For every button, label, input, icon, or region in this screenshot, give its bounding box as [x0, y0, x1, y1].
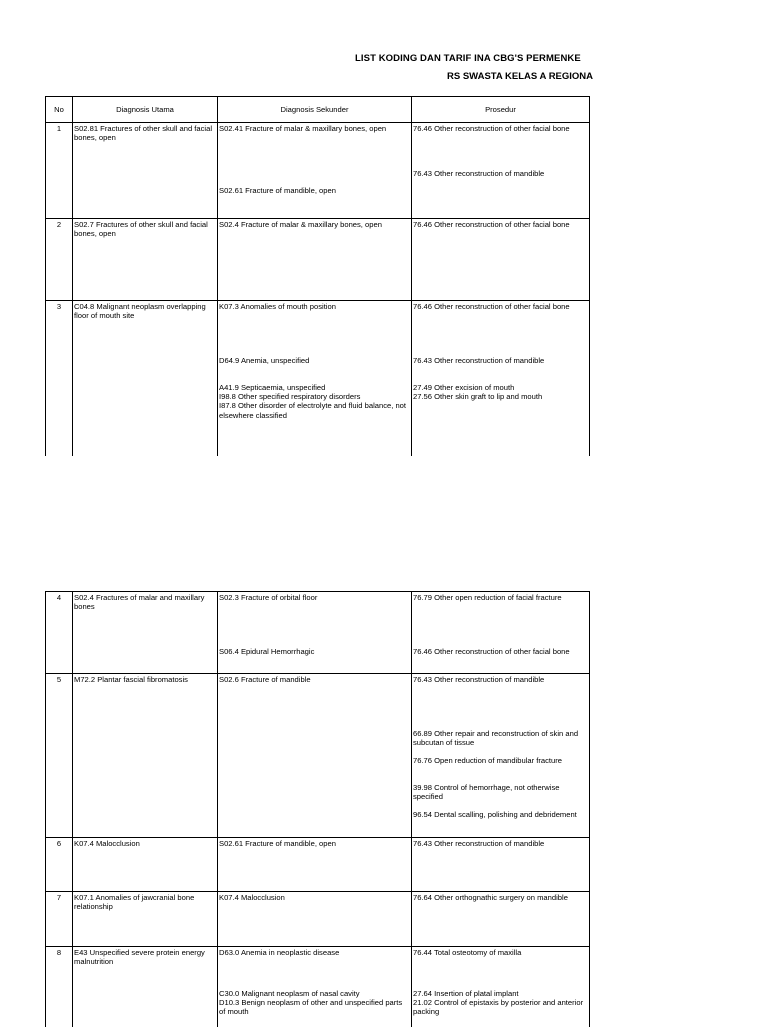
primary-diagnosis-cell: K07.1 Anomalies of jawcranial bone relationship — [73, 892, 218, 947]
procedure-item: 76.44 Total osteotomy of maxilla — [413, 948, 522, 957]
secondary-diagnosis-item: A41.9 Septicaemia, unspecified — [219, 383, 326, 392]
table-row — [46, 123, 590, 219]
secondary-diagnosis-item: S02.61 Fracture of mandible, open — [219, 186, 336, 195]
procedure-item: 76.43 Other reconstruction of mandible — [413, 839, 545, 848]
primary-diagnosis-cell: E43 Unspecified severe protein energy malnutrition — [73, 947, 218, 1027]
row-number: 1 — [46, 123, 73, 219]
coding-table-part-1 — [45, 96, 590, 456]
secondary-diagnosis-cell — [218, 674, 412, 838]
primary-diagnosis-cell: M72.2 Plantar fascial fibromatosis — [73, 674, 218, 838]
procedure-item: 76.43 Other reconstruction of mandible — [413, 356, 545, 365]
procedure-item: 21.02 Control of epistaxis by posterior and anterior packing — [413, 998, 584, 1017]
table-header-row — [46, 97, 590, 123]
procedure-item: 96.54 Dental scalling, polishing and debridement — [413, 810, 577, 819]
row-number: 3 — [46, 301, 73, 456]
primary-diagnosis-cell: S02.7 Fractures of other skull and facial bones, open — [73, 219, 218, 301]
primary-diagnosis-cell: K07.4 Malocclusion — [73, 838, 218, 892]
secondary-diagnosis-item: C30.0 Malignant neoplasm of nasal cavity — [219, 989, 360, 998]
column-header-procedure: Prosedur — [412, 97, 590, 123]
table-row — [46, 592, 590, 674]
procedure-cell — [412, 592, 590, 674]
table-row — [46, 947, 590, 1027]
procedure-cell — [412, 219, 590, 301]
procedure-item: 76.43 Other reconstruction of mandible — [413, 675, 545, 684]
page-subtitle: RS SWASTA KELAS A REGIONA — [447, 71, 594, 82]
column-header-primary-diagnosis: Diagnosis Utama — [73, 97, 218, 123]
procedure-item: 76.43 Other reconstruction of mandible — [413, 169, 545, 178]
procedure-cell — [412, 947, 590, 1027]
secondary-diagnosis-item: D63.0 Anemia in neoplastic disease — [219, 948, 340, 957]
secondary-diagnosis-item: I98.8 Other specified respiratory disorders — [219, 392, 361, 402]
secondary-diagnosis-item: S06.4 Epidural Hemorrhagic — [219, 647, 315, 656]
primary-diagnosis-cell: S02.81 Fractures of other skull and facial bones, open — [73, 123, 218, 219]
row-number: 2 — [46, 219, 73, 301]
secondary-diagnosis-item: K07.3 Anomalies of mouth position — [219, 302, 336, 311]
secondary-diagnosis-item: K07.4 Malocclusion — [219, 893, 285, 902]
procedure-item: 76.46 Other reconstruction of other facial bone — [413, 302, 570, 311]
secondary-diagnosis-item: S02.61 Fracture of mandible, open — [219, 839, 336, 848]
secondary-diagnosis-item: D10.3 Benign neoplasm of other and unspecified parts of mouth — [219, 998, 403, 1017]
secondary-diagnosis-cell — [218, 892, 412, 947]
procedure-cell — [412, 838, 590, 892]
procedure-item: 27.49 Other excision of mouth — [413, 383, 515, 392]
procedure-item: 66.89 Other repair and reconstruction of skin and subcutan of tissue — [413, 729, 579, 748]
primary-diagnosis-cell: C04.8 Malignant neoplasm overlapping floor of mouth site — [73, 301, 218, 456]
secondary-diagnosis-cell — [218, 301, 412, 456]
procedure-item: 76.46 Other reconstruction of other facial bone — [413, 647, 570, 656]
secondary-diagnosis-item: S02.4 Fracture of malar & maxillary bones, open — [219, 220, 382, 229]
secondary-diagnosis-cell — [218, 592, 412, 674]
secondary-diagnosis-item: S02.3 Fracture of orbital floor — [219, 593, 318, 602]
table-row — [46, 301, 590, 456]
procedure-cell — [412, 892, 590, 947]
table-row — [46, 674, 590, 838]
page-title: LIST KODING DAN TARIF INA CBG'S PERMENKE — [355, 53, 581, 64]
primary-diagnosis-cell: S02.4 Fractures of malar and maxillary bones — [73, 592, 218, 674]
procedure-item: 76.46 Other reconstruction of other facial bone — [413, 220, 570, 229]
row-number: 5 — [46, 674, 73, 838]
row-number: 6 — [46, 838, 73, 892]
table-row — [46, 838, 590, 892]
secondary-diagnosis-cell — [218, 219, 412, 301]
procedure-item: 76.46 Other reconstruction of other facial bone — [413, 124, 570, 133]
secondary-diagnosis-item: S02.6 Fracture of mandible — [219, 675, 311, 684]
procedure-item: 27.64 Insertion of platal implant — [413, 989, 519, 998]
procedure-item: 27.56 Other skin graft to lip and mouth — [413, 392, 543, 402]
row-number: 4 — [46, 592, 73, 674]
secondary-diagnosis-cell — [218, 838, 412, 892]
column-header-secondary-diagnosis: Diagnosis Sekunder — [218, 97, 412, 123]
procedure-cell — [412, 674, 590, 838]
row-number: 7 — [46, 892, 73, 947]
coding-table-part-2 — [45, 591, 590, 1027]
procedure-cell — [412, 123, 590, 219]
procedure-item: 76.64 Other orthognathic surgery on mandible — [413, 893, 568, 902]
procedure-item: 76.79 Other open reduction of facial fracture — [413, 593, 562, 602]
table-row — [46, 219, 590, 301]
secondary-diagnosis-item: D64.9 Anemia, unspecified — [219, 356, 310, 365]
procedure-cell — [412, 301, 590, 456]
column-header-no: No — [46, 97, 73, 123]
secondary-diagnosis-item: S02.41 Fracture of malar & maxillary bones, open — [219, 124, 387, 133]
secondary-diagnosis-item: I87.8 Other disorder of electrolyte and fluid balance, not elsewhere classified — [219, 401, 407, 420]
secondary-diagnosis-cell — [218, 123, 412, 219]
procedure-item: 76.76 Open reduction of mandibular fracture — [413, 756, 563, 765]
table-row — [46, 892, 590, 947]
procedure-item: 39.98 Control of hemorrhage, not otherwise specified — [413, 783, 560, 802]
row-number: 8 — [46, 947, 73, 1027]
secondary-diagnosis-cell — [218, 947, 412, 1027]
